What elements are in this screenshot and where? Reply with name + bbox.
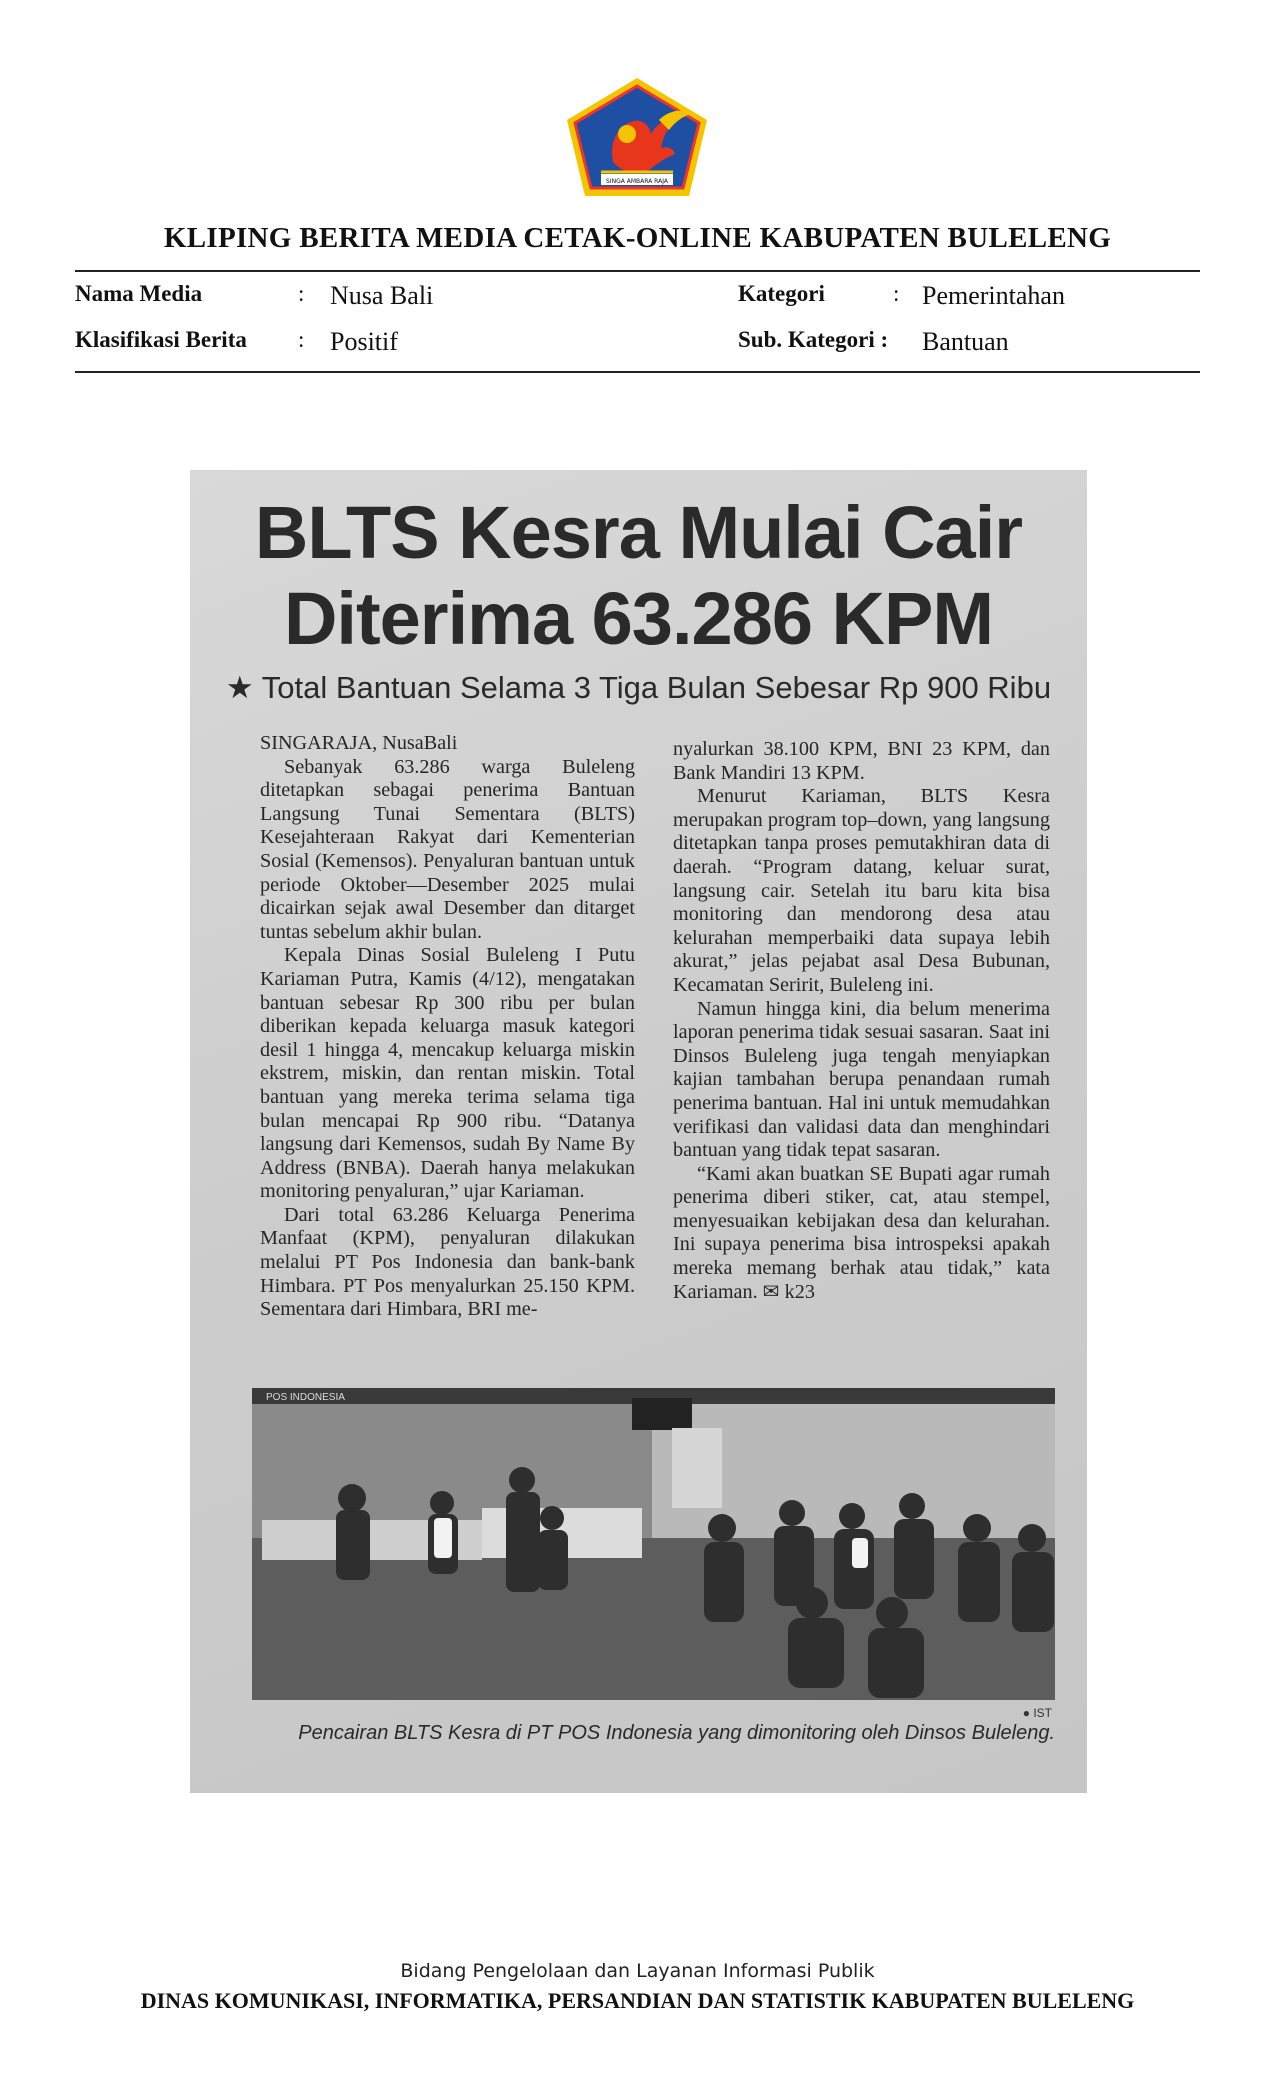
article-paragraph: Namun hingga kini, dia belum menerima laporan penerima tidak sesuai sasaran. Saat ini Dinsos Buleleng juga tengah menyiapkan kajian tambahan berupa penandaan rumah penerima bantuan. Hal ini untuk memudahkan verifikasi dan validasi data dan menghindari bantuan yang tidak tepat sasaran. <box>673 997 1050 1162</box>
colon: : <box>893 281 900 306</box>
footer-line-1: Bidang Pengelolaan dan Layanan Informasi Publik <box>400 1960 875 1982</box>
document-title: KLIPING BERITA MEDIA CETAK-ONLINE KABUPATEN BULELENG <box>163 222 1112 254</box>
news-clipping <box>190 470 1087 1793</box>
klasifikasi-label: Klasifikasi Berita <box>75 327 247 352</box>
article-paragraph: Sebanyak 63.286 warga Buleleng ditetapkan sebagai penerima Bantuan Langsung Tunai Sementara (BLTS) Kesejahteraan Rakyat dari Kementerian Sosial (Kemensos). Penyaluran bantuan untuk periode Oktober—Desember 2025 mulai dicairkan sejak awal Desember dan ditarget tuntas sebelum akhir bulan. <box>260 755 635 943</box>
kategori-label: Kategori <box>738 281 825 306</box>
logo-text: SINGA AMBARA RAJA <box>606 178 668 185</box>
article-subhead: ★ Total Bantuan Selama 3 Tiga Bulan Sebesar Rp 900 Ribu <box>225 670 1052 705</box>
headline-line-1: BLTS Kesra Mulai Cair <box>254 491 1023 574</box>
article-photo <box>252 1388 1055 1700</box>
footer-line-2: DINAS KOMUNIKASI, INFORMATIKA, PERSANDIAN DAN STATISTIK KABUPATEN BULELENG <box>140 1988 1135 2013</box>
article-paragraph: nyalurkan 38.100 KPM, BNI 23 KPM, dan Bank Mandiri 13 KPM. <box>673 738 1050 784</box>
article-paragraph: “Kami akan buatkan SE Bupati agar rumah penerima diberi stiker, cat, atau stempel, menyesuaikan kebijakan desa dan kelurahan. Ini supaya penerima bisa introspeksi apakah mereka memang berhak atau tidak,” kata Kariaman. ✉ k23 <box>673 1162 1050 1303</box>
article-dateline: SINGARAJA, NusaBali <box>260 732 458 754</box>
article-paragraph: Kepala Dinas Sosial Buleleng I Putu Kariaman Putra, Kamis (4/12), mengatakan bantuan sebesar Rp 300 ribu per bulan diberikan kepada keluarga masuk kategori desil 1 hingga 4, mencakup keluarga miskin ekstrem, miskin, dan rentan miskin. Total bantuan yang mereka terima selama tiga bulan mencapai Rp 900 ribu. “Datanya langsung dari Kemensos, sudah By Name By Address (BNBA). Daerah hanya melakukan monitoring penyaluran,” ujar Kariaman. <box>260 944 635 1203</box>
photo-caption: Pencairan BLTS Kesra di PT POS Indonesia yang dimonitoring oleh Dinsos Buleleng. <box>298 1722 1055 1744</box>
article-column-left <box>260 732 635 1322</box>
kategori-value: Pemerintahan <box>922 281 1065 310</box>
klasifikasi-value: Positif <box>330 327 398 356</box>
photo-credit: ● IST <box>1022 1706 1052 1720</box>
divider-top <box>75 270 1200 272</box>
article-column-right <box>673 738 1050 1304</box>
buleleng-logo <box>561 74 713 200</box>
nama-media-value: Nusa Bali <box>330 281 434 310</box>
sub-kategori-value: Bantuan <box>922 327 1009 356</box>
colon: : <box>298 327 305 352</box>
nama-media-label: Nama Media <box>75 281 203 306</box>
photo-sign-text: POS INDONESIA <box>266 1392 345 1403</box>
divider-bottom <box>75 371 1200 373</box>
article-paragraph: Dari total 63.286 Keluarga Penerima Manfaat (KPM), penyaluran dilakukan melalui PT Pos Indonesia dan bank-bank Himbara. PT Pos menyalurkan 25.150 KPM. Sementara dari Himbara, BRI me- <box>260 1203 635 1321</box>
colon: : <box>298 281 305 306</box>
sub-kategori-label: Sub. Kategori : <box>738 327 889 352</box>
headline-line-2: Diterima 63.286 KPM <box>283 577 993 660</box>
article-paragraph: Menurut Kariaman, BLTS Kesra merupakan program top–down, yang langsung ditetapkan tanpa proses pemutakhiran data di daerah. “Program datang, keluar surat, langsung cair. Setelah itu baru kita bisa monitoring dan mendorong desa atau kelurahan memperbaiki data supaya lebih akurat,” jelas pejabat asal Desa Bubunan, Kecamatan Seririt, Buleleng ini. <box>673 785 1050 996</box>
article-headline <box>190 490 1087 662</box>
